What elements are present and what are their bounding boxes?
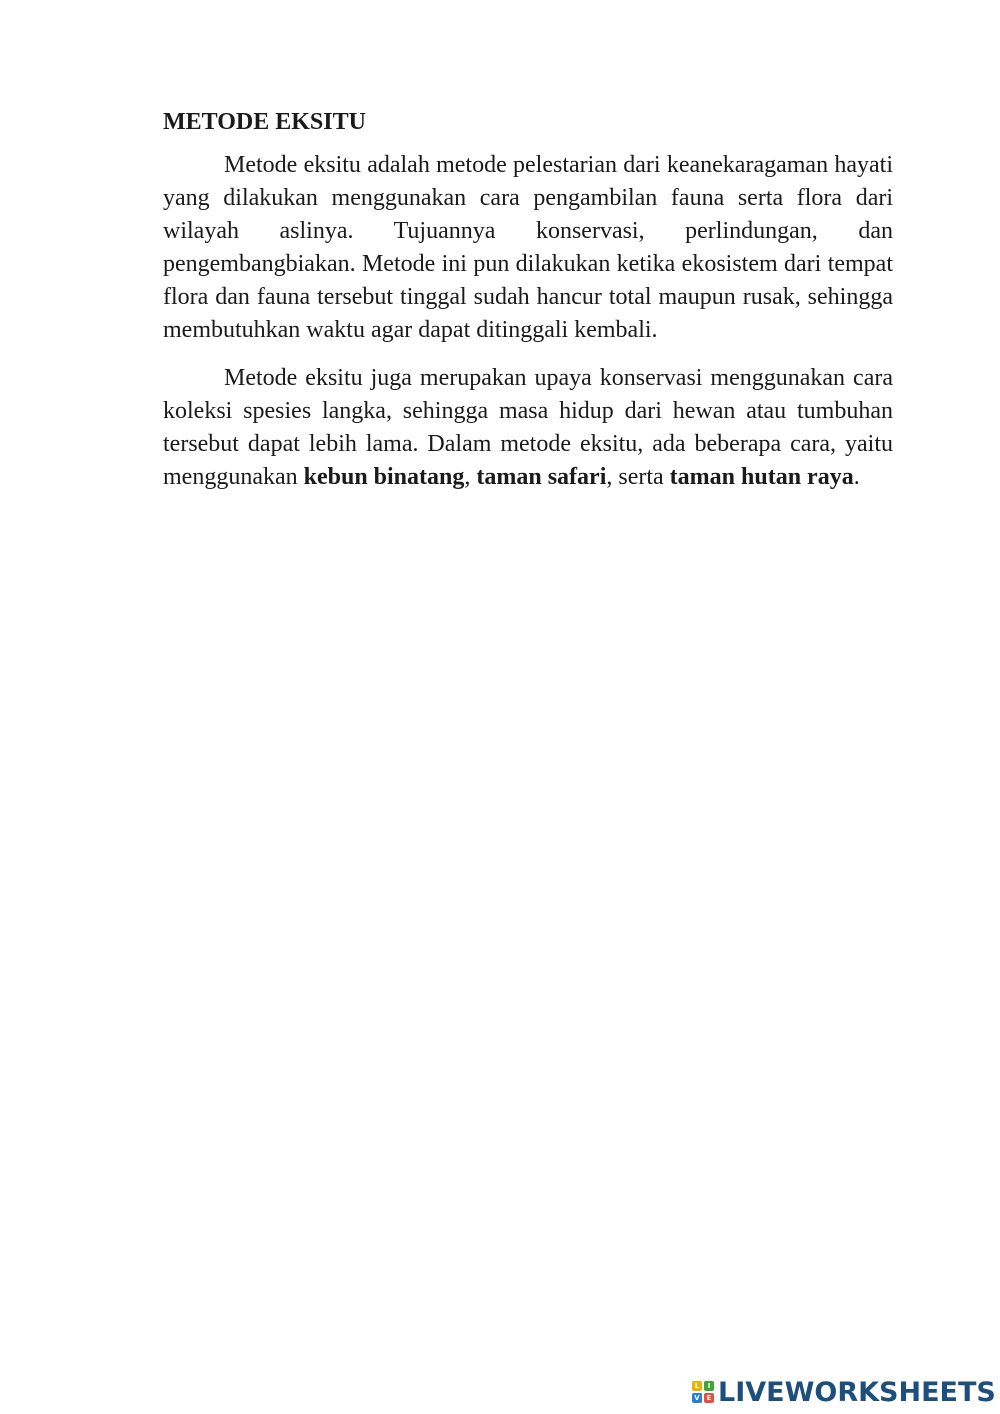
paragraph-2 (163, 362, 893, 494)
logo-tile-e: E (704, 1393, 714, 1403)
logo-tile-v: V (692, 1393, 702, 1403)
liveworksheets-brand (692, 1374, 996, 1410)
logo-tile-i: I (704, 1381, 714, 1391)
paragraph-1: Metode eksitu adalah metode pelestarian dari keanekaragaman hayati yang dilakukan menggunakan cara pengambilan fauna serta flora dari wilayah aslinya. Tujuannya konservasi, perlindungan, dan pengembangbiakan. Metode ini pun dilakukan ketika ekosistem dari tempat flora dan fauna tersebut tinggal sudah hancur total maupun rusak, sehingga membutuhkan waktu agar dapat ditinggali kembali. (163, 152, 893, 343)
liveworksheets-logo-icon (692, 1381, 714, 1403)
paragraph-2-end: . (853, 464, 860, 490)
term-taman-hutan-raya: taman hutan raya (669, 464, 854, 490)
term-kebun-binatang: kebun binatang (303, 464, 465, 490)
logo-tile-l: L (692, 1381, 702, 1391)
paragraph-2-sep1: , (464, 464, 477, 490)
document-page (163, 106, 893, 509)
paragraph-2-sep2: , serta (606, 464, 670, 490)
brand-name: LIVEWORKSHEETS (718, 1376, 996, 1408)
section-heading: METODE EKSITU (163, 109, 366, 135)
paragraph-2-lead: Metode eksitu juga merupakan upaya konservasi menggunakan cara koleksi spesies langka, sehingga masa hidup dari hewan atau tumbuhan tersebut dapat lebih lama. Dalam metode eksitu, ada beberapa cara, yaitu menggunakan (163, 365, 893, 490)
term-taman-safari: taman safari (476, 464, 607, 490)
